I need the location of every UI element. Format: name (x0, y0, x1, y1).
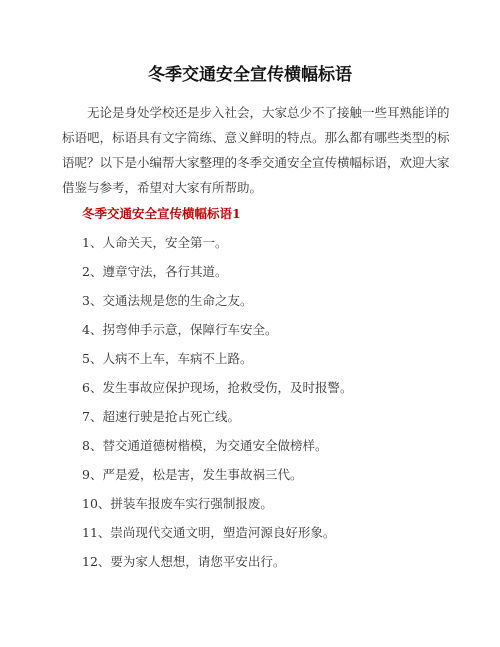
list-item: 6、发生事故应保护现场，抢救受伤，及时报警。 (82, 380, 353, 395)
intro-paragraph: 无论是身处学校还是步入社会，大家总少不了接触一些耳熟能详的标语吧，标语具有文字简练、意义鲜明的特点。那么都有哪些类型的标语呢？以下是小编帮大家整理的冬季交通安全宣传横幅标语，欢迎大家借鉴与参考，希望对大家有所帮助。 (62, 105, 450, 195)
slogan-list (82, 234, 352, 582)
list-item: 2、遵章守法，各行其道。 (82, 264, 228, 279)
section-heading: 冬季交通安全宣传横幅标语1 (82, 206, 241, 221)
list-item: 3、交通法规是您的生命之友。 (82, 293, 253, 308)
list-item: 8、替交通道德树楷模，为交通安全做榜样。 (82, 438, 328, 453)
list-item: 9、严是爱，松是害，发生事故祸三代。 (82, 467, 303, 482)
list-item: 5、人病不上车，车病不上路。 (82, 351, 253, 366)
list-item: 7、超速行驶是抢占死亡线。 (82, 409, 240, 424)
document-title: 冬季交通安全宣传横幅标语 (148, 65, 352, 85)
list-item: 10、拼装车报废车实行强制报废。 (82, 496, 273, 511)
list-item: 11、崇尚现代交通文明，塑造河源良好形象。 (82, 525, 336, 540)
list-item: 12、要为家人想想，请您平安出行。 (82, 554, 286, 569)
list-item: 1、人命关天，安全第一。 (82, 235, 228, 250)
list-item: 4、拐弯伸手示意，保障行车安全。 (82, 322, 278, 337)
